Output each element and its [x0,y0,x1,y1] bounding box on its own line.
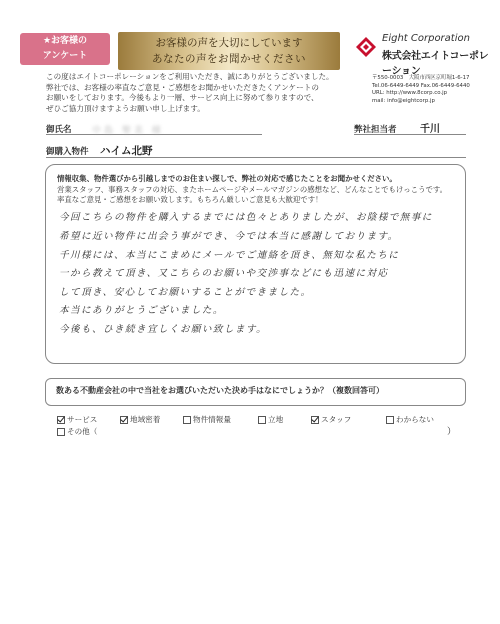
banner-line2: あなたの声をお聞かせください [152,53,306,65]
intro-line: この度はエイトコーポレーションをご利用いただき、誠にありがとうございました。 [46,72,334,81]
option-local[interactable] [120,414,160,425]
company-address [372,75,497,105]
logo-mark-icon [356,37,376,57]
address-line: mail: info@eightcorp.jp [372,97,435,104]
answer-line: 今後も、ひき続き宜しくお願い致します。 [59,324,268,335]
checkbox-service[interactable] [57,416,65,424]
answer-line: 本当にありがとうございました。 [59,305,224,316]
answer-line: 希望に近い物件に出会う事ができ、今では本当に感謝しております。 [59,231,399,242]
other-close-bracket: ） [447,427,457,437]
question1-line: 率直なご意見・ご感想をお願い致します。もちろん厳しいご意見も大歓迎です！ [57,195,323,204]
option-staff[interactable] [311,414,351,425]
option-unknown[interactable] [386,414,434,425]
option-service[interactable] [57,414,97,425]
answer-line: 今回こちらの物件を購入するまでには色々とありましたが、お陰様で無事に [59,212,433,223]
checkbox-other[interactable] [57,428,65,436]
property-value: ハイム北野 [100,145,153,157]
name-value: 中島 聖美 様 [92,126,164,136]
option-label: 立地 [268,415,284,424]
staff-underline [354,134,466,135]
answer-line: して頂き、安心してお願いすることができました。 [59,287,312,298]
header-banner [118,32,340,70]
company-logo [356,33,496,77]
checkbox-listings[interactable] [183,416,191,424]
intro-line: 弊社では、お客様の率直なご意見・ご感想をお聞かせいただきたくアンケートの [46,82,319,92]
survey-badge [20,33,110,65]
intro-line: ぜひご協力頂けますようお願い申し上げます。 [46,103,205,113]
option-label: サービス [67,415,98,424]
banner-line1: お客様の声を大切にしています [155,37,303,49]
company-name-en: Eight Corporation [382,33,470,44]
option-label: 地域密着 [130,415,161,424]
option-location[interactable] [258,414,283,425]
address-line: Tel.06-6449-6449 Fax.06-6449-6440 [372,82,470,89]
property-label: 御購入物件 [46,147,89,157]
option-label: その他（ [67,427,98,436]
badge-line1: ★お客様の [42,36,88,46]
option-label: わからない [396,415,434,424]
question1-prompt [57,174,457,206]
checkbox-local[interactable] [120,416,128,424]
answer-line: 千川様には、本当にこまめにメールでご連絡を頂き、無知な私たちに [59,250,400,261]
staff-value: 千川 [420,124,440,135]
name-label: 御氏名 [46,125,72,135]
checkbox-location[interactable] [258,416,266,424]
option-listings[interactable] [183,414,231,425]
badge-line2: アンケート [42,51,88,61]
checkbox-staff[interactable] [311,416,319,424]
company-name-jp: 株式会社エイトコーポレーション [382,51,489,77]
option-label: スタッフ [321,415,352,424]
answer-line: 一から教えて頂き、又こちらのお願いや交渉事などにも迅速に対応 [59,268,389,279]
address-line: URL: http://www.8corp.co.jp [372,90,448,97]
intro-line: お願いをしております。今後もより一層、サービス向上に努めて参りますので、 [46,93,319,102]
checkbox-unknown[interactable] [386,416,394,424]
question1-line: 営業スタッフ、事務スタッフの対応、またホームページやメールマガジンの感想など、どんなことでもけっこうです。 [57,184,448,194]
address-line: 〒550-0003 大阪市西区京町堀1-6-17 [372,75,470,81]
question1-heading: 情報収集、物件選びから引越しまでのお住まい探しで、弊社の対応で感じたことをお聞かせください。 [57,174,397,183]
option-other[interactable] [57,426,97,437]
intro-text [46,72,366,114]
option-label: 物件情報量 [193,415,231,424]
question2-heading: 数ある不動産会社の中で当社をお選びいただいた決め手はなにでしょうか？（複数回答可） [56,386,384,395]
staff-label: 弊社担当者 [354,125,397,135]
